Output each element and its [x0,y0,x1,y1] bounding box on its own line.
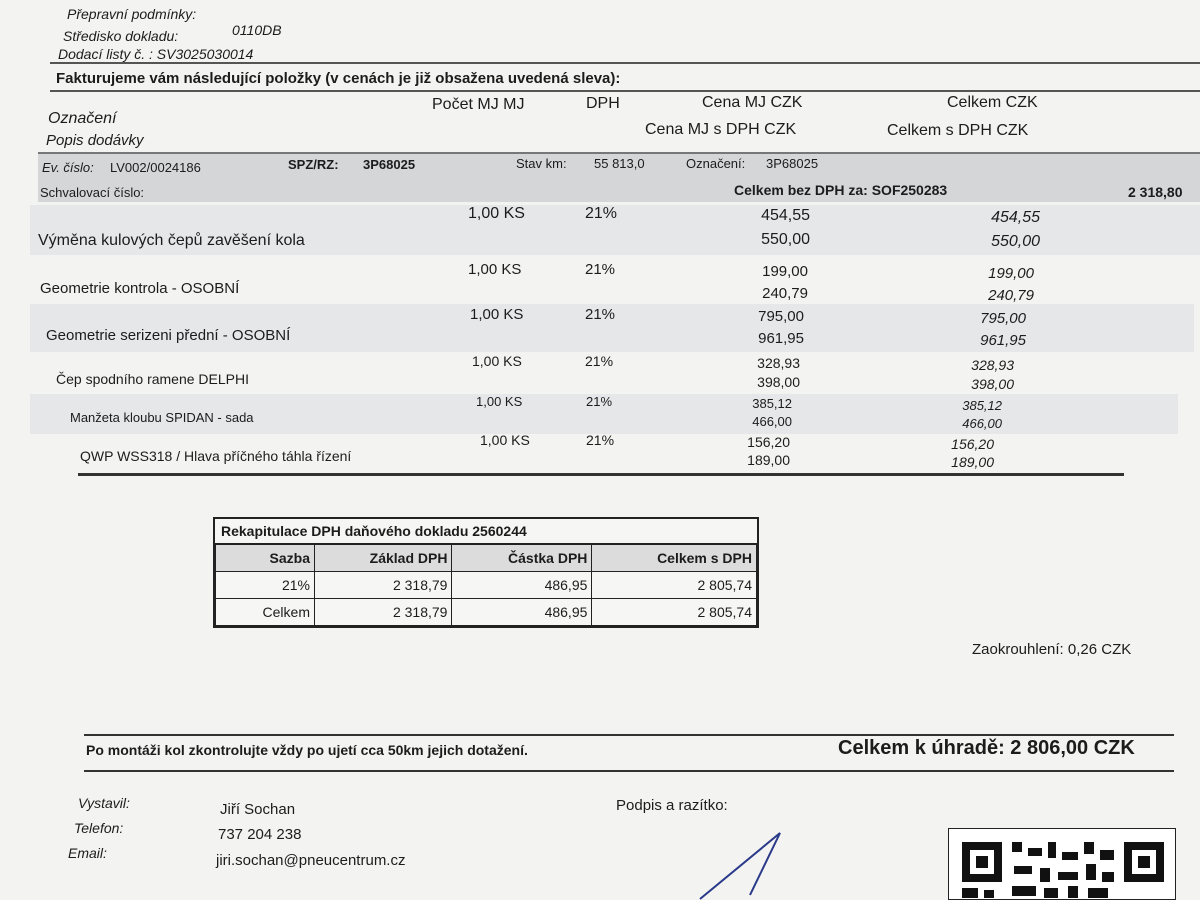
recap-row [216,599,757,626]
item-qty: 1,00 KS [472,353,522,369]
recap-header: Částka DPH [452,545,592,572]
recap-header: Celkem s DPH [592,545,757,572]
phone-label: Telefon: [74,820,124,836]
recap-header: Sazba [216,545,315,572]
item-unit-price-vat: 189,00 [747,452,790,468]
recap-cell: 486,95 [452,572,592,599]
recap-cell: 2 318,79 [315,599,452,626]
item-name: QWP WSS318 / Hlava příčného táhla řízení [80,448,352,464]
vat-recap-table [213,517,759,628]
email-label: Email: [68,845,107,861]
col-total: Celkem CZK [947,94,1038,111]
recap-header: Základ DPH [315,545,452,572]
delivery-label: Dodací listy č. : SV3025030014 [58,46,254,62]
col-qty: Počet MJ MJ [432,96,525,113]
email-value: jiri.sochan@pneucentrum.cz [216,852,406,869]
item-total: 156,20 [951,436,994,452]
item-name: Manžeta kloubu SPIDAN - sada [70,410,254,425]
spz-value: 3P68025 [363,157,416,172]
vehicle-bar [38,152,1200,202]
item-unit-price: 454,55 [761,207,810,224]
transport-label: Přepravní podmínky: [67,6,197,22]
recap-cell: Celkem [216,599,315,626]
approval-label: Schvalovací číslo: [40,185,145,200]
phone-value: 737 204 238 [218,826,302,843]
item-unit-price: 795,00 [758,308,804,325]
recap-cell: 486,95 [452,599,592,626]
total-top-line [84,734,1174,736]
item-vat: 21% [585,205,618,222]
recap-cell: 2 805,74 [592,599,757,626]
subtotal-value: 2 318,80 [1128,184,1183,200]
item-vat: 21% [586,394,613,409]
item-total-vat: 466,00 [962,416,1002,431]
recap-cell: 2 318,79 [315,572,452,599]
col-total-vat: Celkem s DPH CZK [887,122,1029,139]
recap-cell: 2 805,74 [592,572,757,599]
item-total-vat: 240,79 [988,287,1034,304]
issued-value: Jiří Sochan [220,801,296,818]
col-unit-price: Cena MJ CZK [702,94,803,111]
items-separator [78,473,1124,476]
item-vat: 21% [585,353,614,369]
center-label: Středisko dokladu: [63,28,179,44]
item-total: 385,12 [962,398,1002,413]
qr-code-icon [948,828,1176,900]
col-designation: Označení [48,110,117,127]
item-qty: 1,00 KS [476,394,523,409]
km-value: 55 813,0 [594,156,645,171]
subtotal-label: Celkem bez DPH za: SOF250283 [734,182,948,198]
rounding-text: Zaokrouhlení: 0,26 CZK [972,641,1132,658]
mark-label: Označení: [686,156,746,171]
item-total-vat: 398,00 [971,376,1014,392]
col-unit-price-vat: Cena MJ s DPH CZK [645,121,797,138]
km-label: Stav km: [516,156,567,171]
item-total-vat: 189,00 [951,454,994,470]
item-vat: 21% [586,432,615,448]
item-unit-price: 385,12 [752,396,792,411]
item-total: 454,55 [991,209,1040,226]
item-name: Geometrie kontrola - OSOBNÍ [40,280,240,297]
item-qty: 1,00 KS [470,306,524,323]
grand-total: Celkem k úhradě: 2 806,00 CZK [838,737,1135,759]
recap-cell: 21% [216,572,315,599]
item-total-vat: 550,00 [991,233,1040,250]
item-unit-price: 199,00 [762,263,808,280]
col-description: Popis dodávky [46,132,144,149]
total-bottom-line [84,770,1174,772]
item-qty: 1,00 KS [480,432,530,448]
item-vat: 21% [585,306,616,323]
note-text: Po montáži kol zkontrolujte vždy po ujetí cca 50km jejich dotažení. [86,742,528,758]
item-unit-price-vat: 240,79 [762,285,808,302]
item-total: 328,93 [971,357,1014,373]
ev-value: LV002/0024186 [110,160,201,175]
item-unit-price: 156,20 [747,434,790,450]
intro-bar: Fakturujeme vám následující položky (v cenách je již obsažena uvedená sleva): [50,62,1200,92]
item-unit-price-vat: 398,00 [757,374,800,390]
item-unit-price-vat: 466,00 [752,414,792,429]
signature-mark [690,825,800,900]
spz-label: SPZ/RZ: [288,157,339,172]
item-unit-price: 328,93 [757,355,800,371]
mark-value: 3P68025 [766,156,819,171]
recap-title: Rekapitulace DPH daňového dokladu 2560244 [215,519,757,544]
item-vat: 21% [585,261,616,278]
item-total: 795,00 [980,310,1026,327]
item-total: 199,00 [988,265,1034,282]
item-qty: 1,00 KS [468,205,525,222]
item-unit-price-vat: 550,00 [761,231,810,248]
ev-label: Ev. číslo: [42,160,94,175]
signature-label: Podpis a razítko: [616,797,728,814]
col-vat: DPH [586,95,620,112]
item-total-vat: 961,95 [980,332,1026,349]
center-value: 0110DB [232,22,282,38]
issued-label: Vystavil: [78,795,130,811]
item-unit-price-vat: 961,95 [758,330,804,347]
recap-row [216,572,757,599]
item-qty: 1,00 KS [468,261,522,278]
item-name: Výměna kulových čepů zavěšení kola [38,232,305,249]
item-name: Čep spodního ramene DELPHI [56,371,249,387]
item-name: Geometrie serizeni přední - OSOBNÍ [46,327,291,344]
